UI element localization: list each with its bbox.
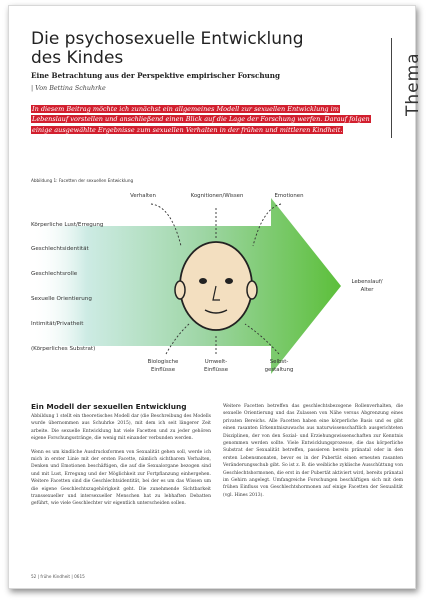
- top-label: Kognitionen/Wissen: [190, 193, 244, 199]
- top-label: Verhalten: [130, 193, 156, 199]
- section-label: Thema: [403, 52, 423, 116]
- facet-label: (Körperliches Substrat): [31, 346, 96, 352]
- lead-text: In diesem Beitrag möchte ich zunächst ein allgemeines Modell zur sexuellen Entwicklung im Lebenslauf vorstellen und anschließend einen Blick auf die Lage der Forschung werfen. Darauf folgen einige ausgewählte Ergebnisse zum sexuellen Verhalten in der frühen und mittleren Kindheit.: [32, 105, 370, 134]
- figure-caption: Abbildung 1: Facetten der sexuellen Entwicklung: [31, 178, 134, 183]
- column-left: [31, 413, 211, 514]
- page-footer: 52 | frühe Kindheit | 0615: [31, 574, 85, 579]
- arrow-label: Lebenslauf/ Alter: [351, 279, 383, 293]
- title-line-2: des Kindes: [31, 48, 124, 68]
- lead-paragraph: [31, 104, 371, 135]
- article-title: [31, 30, 351, 68]
- paragraph: Weitere Facetten betreffen das geschlechtsbezogene Rollenverhalten, die sexuelle Orientierung und das Zulassen von Nähe versus Abgrenzung eines privaten Bereichs. Alle Facetten haben eine körperliche Basis und es gibt einen rasanten Erkenntniszuwachs aus naturwissenschaftlich ausgerichteten Disziplinen, der von den Sozial- und Erziehungswissenschaften zur Kenntnis genommen werden sollte. Viele Entwicklungsprozesse, die das körperliche Substrat der Sexualität betreffen, passieren bereits pränatal oder in den ersten Lebensmonaten, bevor es in der Pubertät einen erneuten rasanten Veränderungsschub gibt. So ist z. B. die weibliche zyklische Ausschüttung von Geschlechtshormonen, die erst in der Pubertät aktiviert wird, bereits pränatal im Gehirn angelegt. Umfangreiche Forschungen beschäftigen sich mit dem frühen Einfluss von Geschlechtshormonen auf einige Facetten der Sexualität (vgl. Hines 2013).: [223, 404, 403, 498]
- section-marker: [381, 26, 423, 136]
- bottom-label: Umwelt-Einflüsse: [203, 359, 229, 373]
- section-marker-bar: [391, 38, 392, 138]
- facet-label: Geschlechtsrolle: [31, 271, 78, 277]
- bottom-label: Biologische Einflüsse: [147, 359, 179, 373]
- section-heading: Ein Modell der sexuellen Entwicklung: [31, 402, 187, 411]
- facet-label: Geschlechtsidentität: [31, 246, 89, 252]
- paragraph: Wenn es um kindliche Ausdrucksformen von Sexualität gehen soll, werde ich mich in erster Linie mit der ersten Facette, nämlich sichtbarem Verhalten, Denken und Emotionen beschäftigen, die auf die Sexualorgane bezogen sind und mit Lust, Erregung und der Möglichkeit zur Fortpflanzung einhergehen. Weitere Facetten sind die Geschlechtsidentität, bei der es um das Wissen um die eigene Geschlechtszugehörigkeit geht. Die zunehmende Sichtbarkeit transsexueller und intersexueller Menschen hat zu lebhaften Debatten geführt, wie viele Geschlechter wir eigentlich unterscheiden sollen.: [31, 449, 211, 507]
- facet-label: Sexuelle Orientierung: [31, 296, 92, 302]
- paragraph: Abbildung 1 stellt ein theoretisches Modell dar (die Beschreibung des Modells wurde übernommen aus Schuhrke 2015), mit dem ich seit längerer Zeit arbeite. Die sexuelle Entwicklung hat viele Facetten und zu jeder gehören eigene Forschungsstränge, die wenig mit einander verbunden werden.: [31, 414, 211, 442]
- title-line-1: Die psychosexuelle Entwicklung: [31, 29, 304, 49]
- author-line: | Von Bettina Schuhrke: [31, 84, 106, 92]
- facet-label: Intimität/Privatheit: [31, 321, 84, 327]
- top-label: Emotionen: [274, 193, 304, 199]
- document-page: [8, 5, 423, 589]
- facet-label: Körperliche Lust/Erregung: [31, 222, 104, 228]
- article-subtitle: Eine Betrachtung aus der Perspektive empirischer Forschung: [31, 71, 281, 80]
- column-right: [223, 403, 403, 505]
- bottom-label: Selbst-gestaltung: [264, 359, 294, 373]
- development-diagram: [31, 186, 401, 386]
